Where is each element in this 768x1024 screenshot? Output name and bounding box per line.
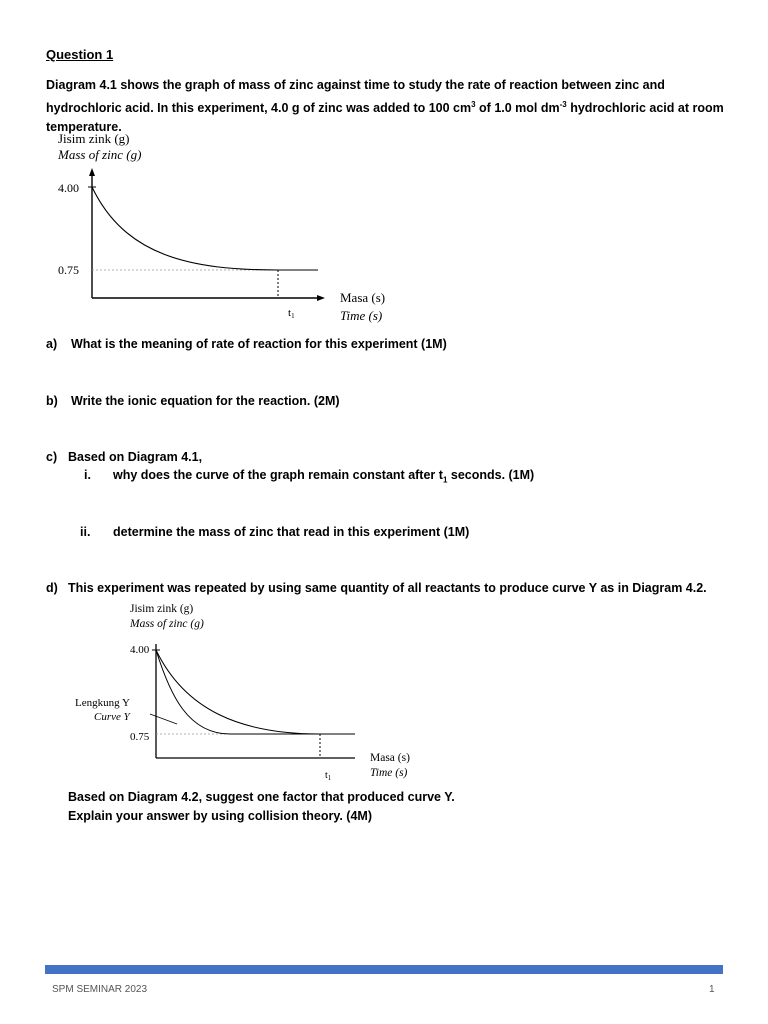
d2-t1-label: $t_1$ <box>325 770 332 782</box>
question-d-text: This experiment was repeated by using same quantity of all reactants to produce curve Y as in Diagram 4.2. <box>68 581 707 595</box>
d1-y-label-en: Mass of zinc (g) <box>58 147 142 162</box>
d2-y-tick-low: 0.75 <box>130 731 150 743</box>
footer-left-text: SPM SEMINAR 2023 <box>52 984 148 995</box>
question-title: Question 1 <box>46 47 114 62</box>
d1-t1-label: t1 <box>288 307 295 320</box>
d2-y-label-en: Mass of zinc (g) <box>130 618 204 630</box>
d2-x-label-en: Time (s) <box>370 767 408 779</box>
question-a-label: a) <box>46 337 58 351</box>
question-b-text: Write the ionic equation for the reaction. (2M) <box>71 394 340 408</box>
diagram-4-2 <box>70 600 440 785</box>
question-d <box>46 581 707 595</box>
question-c <box>46 450 202 464</box>
d1-x-arrow <box>317 295 325 301</box>
question-c-i-label: i. <box>84 468 91 482</box>
d1-y-arrow <box>89 168 95 176</box>
d1-y-label-ms: Jisim zink (g) <box>58 131 130 146</box>
question-b <box>46 394 340 408</box>
d1-y-tick-low: 0.75 <box>58 263 79 277</box>
d1-x-label-en: Time (s) <box>340 308 383 323</box>
question-a-text: What is the meaning of rate of reaction for this experiment (1M) <box>71 337 447 351</box>
d1-x-label-ms: Masa (s) <box>340 290 386 305</box>
question-c-ii <box>80 525 469 539</box>
footer-bar <box>45 965 723 974</box>
question-c-text: Based on Diagram 4.1, <box>68 450 203 464</box>
intro-sup-2: -3 <box>559 100 567 109</box>
intro-text-2: of 1.0 mol dm <box>475 101 560 116</box>
diagram-4-1 <box>50 126 400 326</box>
d1-curve <box>92 187 318 270</box>
d2-curve-label-ms: Lengkung Y <box>75 697 130 709</box>
d1-y-tick-top: 4.00 <box>58 181 79 195</box>
d2-curve-label-en: Curve Y <box>94 711 130 723</box>
intro-text-1: Diagram 4.1 shows the graph of mass of zinc against time to study the rate of reaction between zinc and hydrochloric acid. In this experiment, 4.0 g of zinc was added to 100 cm <box>46 78 665 116</box>
d2-curve-pointer <box>150 714 177 724</box>
question-c-ii-text: determine the mass of zinc that read in this experiment (1M) <box>113 525 470 539</box>
question-c-label: c) <box>46 450 58 464</box>
question-c-i-text: why does the curve of the graph remain constant after t <box>113 468 443 482</box>
question-a <box>46 337 447 351</box>
d2-x-label-ms: Masa (s) <box>370 752 410 764</box>
intro-sup-1: 3 <box>471 100 476 109</box>
page-number: 1 <box>709 984 715 995</box>
question-b-label: b) <box>46 394 58 408</box>
d2-y-label-ms: Jisim zink (g) <box>130 603 194 615</box>
question-c-ii-label: ii. <box>80 525 91 539</box>
question-d-followup <box>68 788 455 826</box>
d2-y-tick-top: 4.00 <box>130 644 150 656</box>
question-c-i <box>84 468 534 485</box>
d2-curve-original <box>156 650 355 734</box>
intro-text-3: hydrochloric acid at room temperature. <box>46 101 724 135</box>
question-d-follow-1: Based on Diagram 4.2, suggest one factor that produced curve Y. <box>68 790 455 804</box>
question-d-label: d) <box>46 581 58 595</box>
question-c-i-sub: 1 <box>442 475 448 485</box>
question-c-i-text-post: seconds. (1M) <box>447 468 535 482</box>
question-d-follow-2: Explain your answer by using collision theory. (4M) <box>68 809 372 823</box>
